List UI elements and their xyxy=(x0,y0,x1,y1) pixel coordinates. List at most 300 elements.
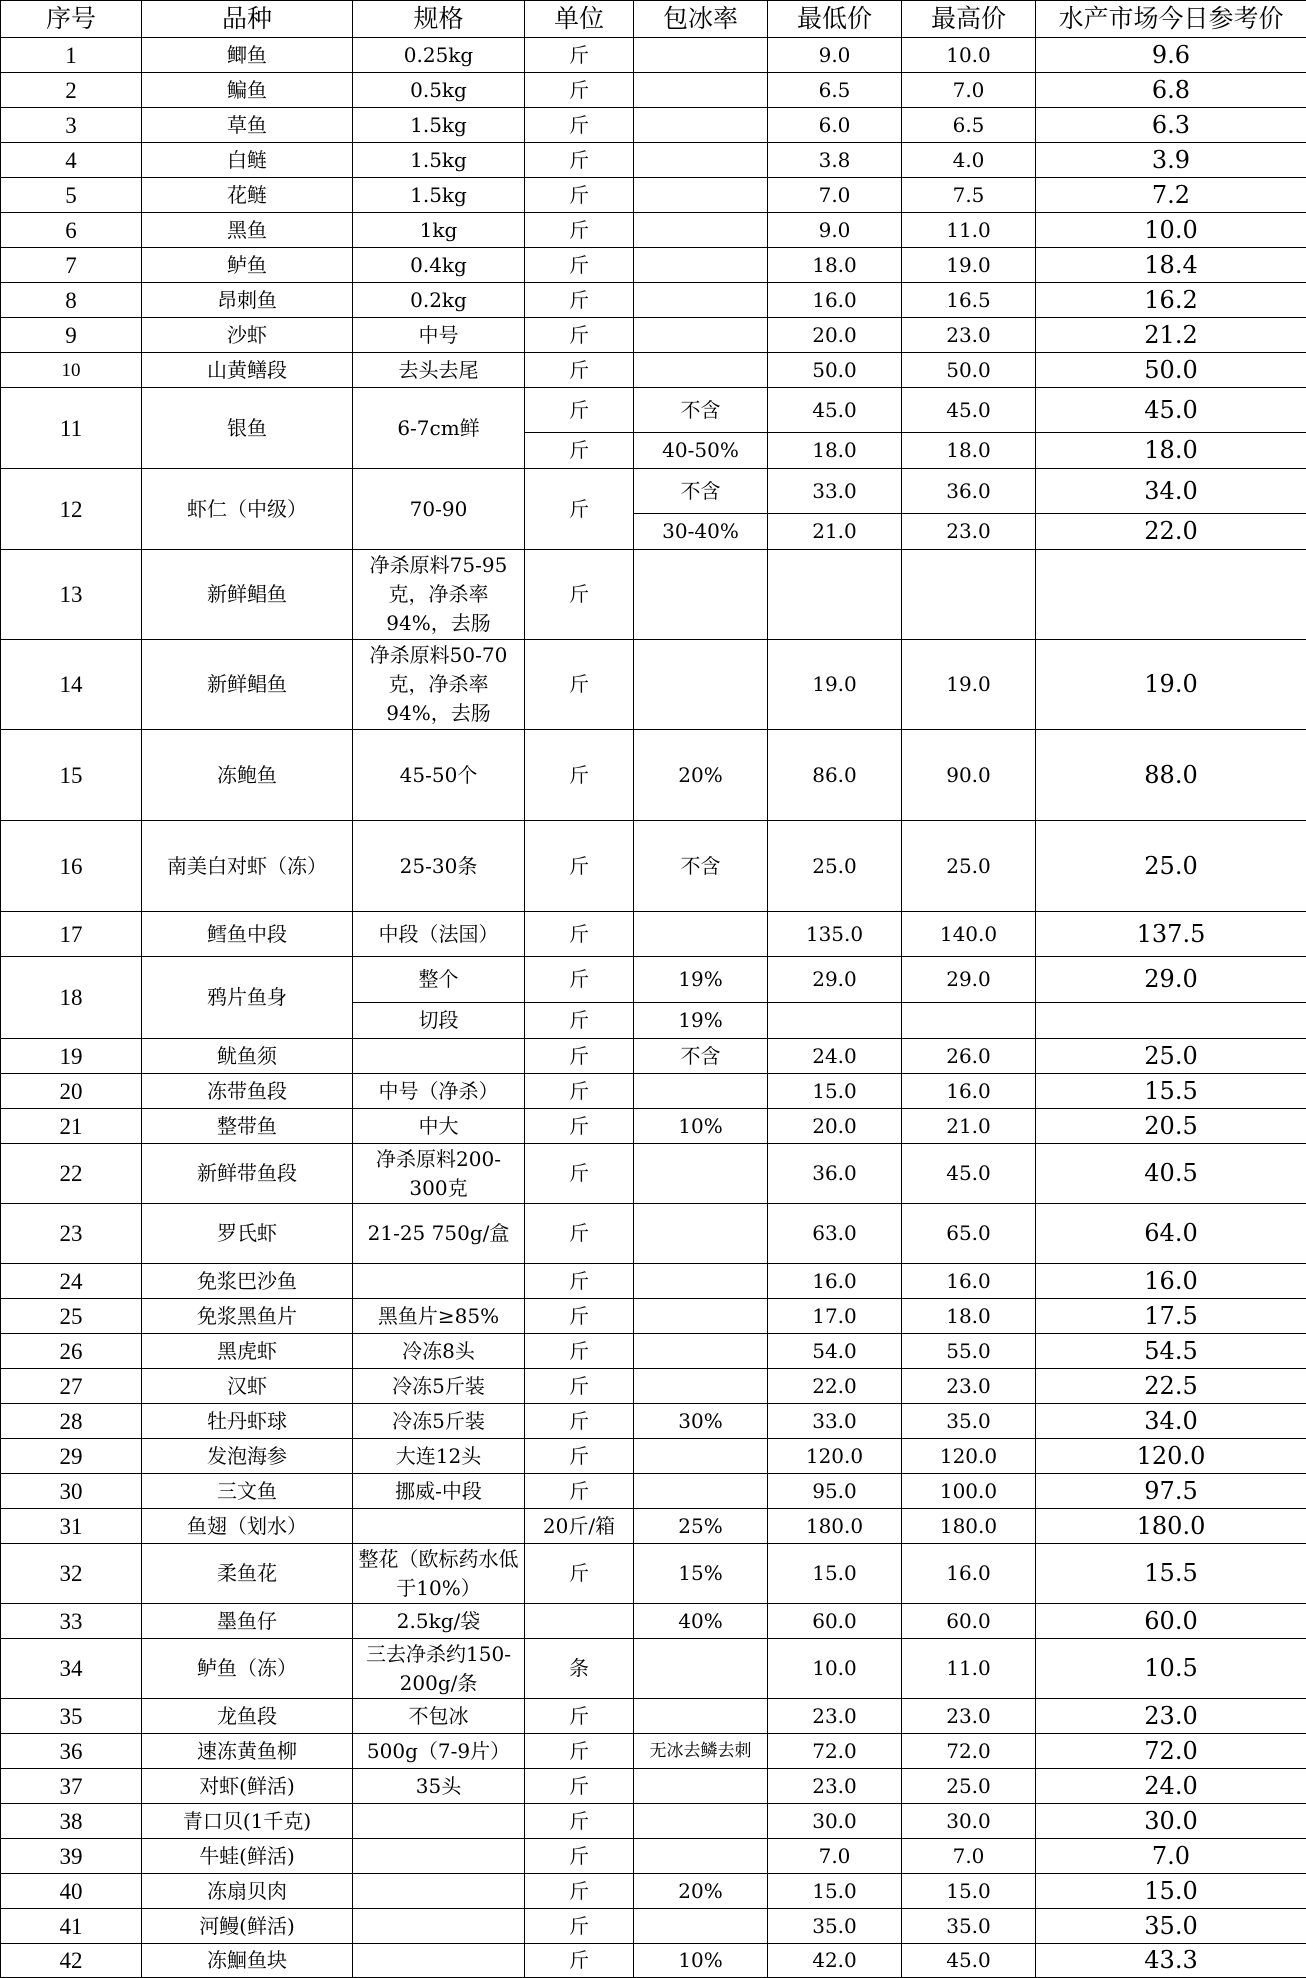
cell-variety: 草鱼 xyxy=(142,108,353,143)
cell-min-price: 45.0 xyxy=(768,388,902,433)
cell-ice-rate: 19% xyxy=(634,957,768,1003)
cell-ref-price: 43.3 xyxy=(1036,1944,1306,1978)
cell-spec: 净杀原料50-70克，净杀率94%，去肠 xyxy=(353,640,525,730)
cell-variety: 罗氏虾 xyxy=(142,1204,353,1264)
cell-ref-price: 3.9 xyxy=(1036,143,1306,178)
cell-variety: 鲈鱼（冻） xyxy=(142,1639,353,1699)
cell-ice-rate xyxy=(634,1369,768,1404)
cell-unit: 斤 xyxy=(525,1804,634,1839)
cell-variety: 牡丹虾球 xyxy=(142,1404,353,1439)
cell-no: 3 xyxy=(1,108,142,143)
cell-max-price: 60.0 xyxy=(902,1604,1036,1639)
cell-unit: 斤 xyxy=(525,73,634,108)
cell-spec xyxy=(353,1264,525,1299)
cell-spec: 整花（欧标药水低于10%） xyxy=(353,1544,525,1604)
cell-unit: 斤 xyxy=(525,1909,634,1944)
cell-ref-price: 34.0 xyxy=(1036,1404,1306,1439)
cell-no: 25 xyxy=(1,1299,142,1334)
cell-no: 2 xyxy=(1,73,142,108)
cell-ref-price: 180.0 xyxy=(1036,1509,1306,1544)
cell-variety: 昂刺鱼 xyxy=(142,283,353,318)
cell-ref-price: 120.0 xyxy=(1036,1439,1306,1474)
cell-no: 15 xyxy=(1,730,142,821)
cell-variety: 牛蛙(鲜活) xyxy=(142,1839,353,1874)
cell-variety: 鳊鱼 xyxy=(142,73,353,108)
cell-max-price: 45.0 xyxy=(902,1144,1036,1204)
cell-unit: 斤 xyxy=(525,1074,634,1109)
cell-spec: 切段 xyxy=(353,1003,525,1039)
cell-no: 40 xyxy=(1,1874,142,1909)
cell-unit: 斤 xyxy=(525,957,634,1003)
cell-unit: 斤 xyxy=(525,1299,634,1334)
header-variety: 品种 xyxy=(142,1,353,38)
table-row xyxy=(1,283,1306,318)
cell-max-price: 23.0 xyxy=(902,1699,1036,1734)
cell-max-price xyxy=(902,550,1036,640)
cell-spec: 冷冻5斤装 xyxy=(353,1404,525,1439)
cell-no: 35 xyxy=(1,1699,142,1734)
cell-ice-rate xyxy=(634,1639,768,1699)
cell-ice-rate xyxy=(634,178,768,213)
table-row xyxy=(1,821,1306,912)
cell-no: 6 xyxy=(1,213,142,248)
table-row xyxy=(1,1299,1306,1334)
cell-unit: 斤 xyxy=(525,912,634,957)
cell-unit: 斤 xyxy=(525,1003,634,1039)
cell-min-price: 42.0 xyxy=(768,1944,902,1978)
cell-ref-price: 137.5 xyxy=(1036,912,1306,957)
cell-min-price: 16.0 xyxy=(768,283,902,318)
cell-min-price: 6.0 xyxy=(768,108,902,143)
cell-max-price: 18.0 xyxy=(902,1299,1036,1334)
cell-spec: 25-30条 xyxy=(353,821,525,912)
cell-spec: 大连12头 xyxy=(353,1439,525,1474)
cell-variety: 青口贝(1千克) xyxy=(142,1804,353,1839)
cell-max-price: 7.0 xyxy=(902,73,1036,108)
cell-unit: 斤 xyxy=(525,353,634,388)
cell-max-price: 45.0 xyxy=(902,1944,1036,1978)
cell-unit: 斤 xyxy=(525,1109,634,1144)
cell-no: 5 xyxy=(1,178,142,213)
table-row xyxy=(1,143,1306,178)
table-row xyxy=(1,1074,1306,1109)
cell-ref-price: 40.5 xyxy=(1036,1144,1306,1204)
cell-min-price: 120.0 xyxy=(768,1439,902,1474)
cell-unit: 斤 xyxy=(525,1544,634,1604)
cell-max-price: 6.5 xyxy=(902,108,1036,143)
cell-max-price: 36.0 xyxy=(902,469,1036,514)
cell-spec xyxy=(353,1944,525,1978)
cell-ref-price: 10.5 xyxy=(1036,1639,1306,1699)
cell-spec xyxy=(353,1804,525,1839)
cell-ice-rate: 不含 xyxy=(634,1039,768,1074)
cell-ref-price: 45.0 xyxy=(1036,388,1306,433)
cell-ice-rate: 无冰去鳞去刺 xyxy=(634,1734,768,1769)
cell-unit: 斤 xyxy=(525,143,634,178)
cell-max-price: 7.5 xyxy=(902,178,1036,213)
cell-ice-rate xyxy=(634,213,768,248)
table-row xyxy=(1,1544,1306,1604)
cell-no: 20 xyxy=(1,1074,142,1109)
cell-unit: 斤 xyxy=(525,1699,634,1734)
cell-no: 28 xyxy=(1,1404,142,1439)
cell-unit: 斤 xyxy=(525,730,634,821)
cell-ice-rate xyxy=(634,1334,768,1369)
cell-unit xyxy=(525,1604,634,1639)
cell-spec: 1.5kg xyxy=(353,178,525,213)
cell-spec: 黑鱼片≥85% xyxy=(353,1299,525,1334)
table-row xyxy=(1,640,1306,730)
table-row xyxy=(1,550,1306,640)
cell-unit: 斤 xyxy=(525,1404,634,1439)
cell-spec: 21-25 750g/盒 xyxy=(353,1204,525,1264)
cell-spec: 2.5kg/袋 xyxy=(353,1604,525,1639)
cell-variety: 冻鮰鱼块 xyxy=(142,1944,353,1978)
cell-variety: 花鲢 xyxy=(142,178,353,213)
cell-spec: 三去净杀约150-200g/条 xyxy=(353,1639,525,1699)
table-row xyxy=(1,1404,1306,1439)
cell-max-price: 4.0 xyxy=(902,143,1036,178)
cell-ref-price: 22.0 xyxy=(1036,514,1306,550)
cell-spec: 70-90 xyxy=(353,469,525,550)
cell-spec: 35头 xyxy=(353,1769,525,1804)
cell-ice-rate: 30% xyxy=(634,1404,768,1439)
cell-max-price: 180.0 xyxy=(902,1509,1036,1544)
cell-min-price: 20.0 xyxy=(768,318,902,353)
cell-variety: 山黄鳝段 xyxy=(142,353,353,388)
cell-max-price: 23.0 xyxy=(902,1369,1036,1404)
cell-min-price: 19.0 xyxy=(768,640,902,730)
cell-ref-price: 15.5 xyxy=(1036,1544,1306,1604)
cell-spec: 0.4kg xyxy=(353,248,525,283)
cell-no: 4 xyxy=(1,143,142,178)
cell-max-price: 140.0 xyxy=(902,912,1036,957)
cell-ref-price: 54.5 xyxy=(1036,1334,1306,1369)
cell-ice-rate xyxy=(634,318,768,353)
table-row xyxy=(1,1144,1306,1204)
cell-spec: 0.25kg xyxy=(353,38,525,73)
cell-variety: 虾仁（中级） xyxy=(142,469,353,550)
cell-variety: 黑虎虾 xyxy=(142,1334,353,1369)
table-row xyxy=(1,108,1306,143)
cell-variety: 整带鱼 xyxy=(142,1109,353,1144)
cell-no: 12 xyxy=(1,469,142,550)
cell-ref-price: 7.0 xyxy=(1036,1839,1306,1874)
cell-variety: 免浆黑鱼片 xyxy=(142,1299,353,1334)
cell-min-price: 54.0 xyxy=(768,1334,902,1369)
cell-ref-price: 29.0 xyxy=(1036,957,1306,1003)
header-unit: 单位 xyxy=(525,1,634,38)
cell-unit: 斤 xyxy=(525,318,634,353)
cell-min-price: 135.0 xyxy=(768,912,902,957)
table-row xyxy=(1,1509,1306,1544)
cell-ref-price: 50.0 xyxy=(1036,353,1306,388)
cell-max-price: 23.0 xyxy=(902,318,1036,353)
cell-min-price: 20.0 xyxy=(768,1109,902,1144)
cell-unit: 斤 xyxy=(525,1204,634,1264)
cell-min-price: 18.0 xyxy=(768,433,902,469)
cell-spec: 挪威-中段 xyxy=(353,1474,525,1509)
cell-unit: 斤 xyxy=(525,1369,634,1404)
cell-min-price: 95.0 xyxy=(768,1474,902,1509)
cell-no: 42 xyxy=(1,1944,142,1978)
cell-ice-rate xyxy=(634,912,768,957)
cell-ref-price: 23.0 xyxy=(1036,1699,1306,1734)
cell-spec: 45-50个 xyxy=(353,730,525,821)
cell-no: 11 xyxy=(1,388,142,469)
cell-spec: 中号（净杀） xyxy=(353,1074,525,1109)
cell-no: 37 xyxy=(1,1769,142,1804)
cell-no: 26 xyxy=(1,1334,142,1369)
cell-max-price: 15.0 xyxy=(902,1874,1036,1909)
cell-variety: 鱿鱼须 xyxy=(142,1039,353,1074)
cell-min-price: 18.0 xyxy=(768,248,902,283)
cell-ref-price: 18.4 xyxy=(1036,248,1306,283)
table-row xyxy=(1,73,1306,108)
cell-variety: 新鲜鲳鱼 xyxy=(142,640,353,730)
cell-unit: 斤 xyxy=(525,283,634,318)
cell-variety: 冻扇贝肉 xyxy=(142,1874,353,1909)
cell-variety: 鸦片鱼身 xyxy=(142,957,353,1039)
cell-min-price: 36.0 xyxy=(768,1144,902,1204)
cell-no: 32 xyxy=(1,1544,142,1604)
cell-variety: 对虾(鲜活) xyxy=(142,1769,353,1804)
cell-ref-price: 16.2 xyxy=(1036,283,1306,318)
cell-spec xyxy=(353,1909,525,1944)
table-row xyxy=(1,957,1306,1003)
cell-max-price: 120.0 xyxy=(902,1439,1036,1474)
header-ice-rate: 包冰率 xyxy=(634,1,768,38)
cell-max-price: 16.5 xyxy=(902,283,1036,318)
cell-ice-rate: 40% xyxy=(634,1604,768,1639)
cell-unit: 斤 xyxy=(525,550,634,640)
cell-min-price: 15.0 xyxy=(768,1874,902,1909)
cell-spec: 中大 xyxy=(353,1109,525,1144)
cell-ref-price: 25.0 xyxy=(1036,821,1306,912)
table-row xyxy=(1,248,1306,283)
cell-unit: 斤 xyxy=(525,38,634,73)
cell-no: 41 xyxy=(1,1909,142,1944)
cell-no: 38 xyxy=(1,1804,142,1839)
cell-variety: 银鱼 xyxy=(142,388,353,469)
cell-min-price xyxy=(768,1003,902,1039)
cell-ref-price: 34.0 xyxy=(1036,469,1306,514)
cell-ref-price: 72.0 xyxy=(1036,1734,1306,1769)
table-row xyxy=(1,1039,1306,1074)
cell-ref-price xyxy=(1036,1003,1306,1039)
cell-max-price: 21.0 xyxy=(902,1109,1036,1144)
table-row xyxy=(1,1369,1306,1404)
table-row xyxy=(1,1839,1306,1874)
cell-min-price: 86.0 xyxy=(768,730,902,821)
table-row xyxy=(1,1944,1306,1978)
cell-variety: 冻带鱼段 xyxy=(142,1074,353,1109)
cell-unit: 条 xyxy=(525,1639,634,1699)
cell-min-price: 7.0 xyxy=(768,1839,902,1874)
cell-min-price: 3.8 xyxy=(768,143,902,178)
cell-variety: 鲈鱼 xyxy=(142,248,353,283)
cell-ice-rate: 19% xyxy=(634,1003,768,1039)
cell-spec: 6-7cm鲜 xyxy=(353,388,525,469)
table-row xyxy=(1,213,1306,248)
cell-ice-rate xyxy=(634,73,768,108)
cell-ice-rate xyxy=(634,1204,768,1264)
cell-min-price: 7.0 xyxy=(768,178,902,213)
cell-ice-rate xyxy=(634,1439,768,1474)
cell-ice-rate xyxy=(634,108,768,143)
cell-no: 18 xyxy=(1,957,142,1039)
cell-ref-price: 17.5 xyxy=(1036,1299,1306,1334)
cell-ref-price: 18.0 xyxy=(1036,433,1306,469)
cell-unit: 斤 xyxy=(525,1734,634,1769)
table-row xyxy=(1,353,1306,388)
cell-min-price: 21.0 xyxy=(768,514,902,550)
cell-min-price: 17.0 xyxy=(768,1299,902,1334)
cell-spec: 1.5kg xyxy=(353,108,525,143)
cell-unit: 斤 xyxy=(525,1944,634,1978)
cell-ice-rate xyxy=(634,1264,768,1299)
cell-no: 17 xyxy=(1,912,142,957)
header-ref-price: 水产市场今日参考价 xyxy=(1036,1,1306,38)
cell-ref-price: 64.0 xyxy=(1036,1204,1306,1264)
cell-max-price: 19.0 xyxy=(902,640,1036,730)
table-row xyxy=(1,1909,1306,1944)
cell-ref-price: 97.5 xyxy=(1036,1474,1306,1509)
cell-unit: 斤 xyxy=(525,1474,634,1509)
cell-min-price: 30.0 xyxy=(768,1804,902,1839)
cell-min-price: 33.0 xyxy=(768,1404,902,1439)
table-row xyxy=(1,730,1306,821)
table-row xyxy=(1,1439,1306,1474)
cell-variety: 新鲜带鱼段 xyxy=(142,1144,353,1204)
table-row xyxy=(1,469,1306,514)
cell-min-price: 29.0 xyxy=(768,957,902,1003)
header-no: 序号 xyxy=(1,1,142,38)
cell-ref-price: 88.0 xyxy=(1036,730,1306,821)
cell-ref-price: 30.0 xyxy=(1036,1804,1306,1839)
cell-ice-rate xyxy=(634,248,768,283)
cell-spec: 冷冻8头 xyxy=(353,1334,525,1369)
cell-unit: 斤 xyxy=(525,108,634,143)
cell-ice-rate xyxy=(634,143,768,178)
cell-min-price: 50.0 xyxy=(768,353,902,388)
cell-spec: 净杀原料200-300克 xyxy=(353,1144,525,1204)
cell-max-price: 18.0 xyxy=(902,433,1036,469)
cell-ice-rate xyxy=(634,1299,768,1334)
cell-max-price: 16.0 xyxy=(902,1544,1036,1604)
table-row xyxy=(1,1769,1306,1804)
cell-unit: 斤 xyxy=(525,1334,634,1369)
cell-max-price: 35.0 xyxy=(902,1404,1036,1439)
cell-spec: 0.2kg xyxy=(353,283,525,318)
cell-variety: 鳕鱼中段 xyxy=(142,912,353,957)
table-row xyxy=(1,388,1306,433)
cell-unit: 斤 xyxy=(525,213,634,248)
cell-ref-price: 24.0 xyxy=(1036,1769,1306,1804)
cell-variety: 发泡海参 xyxy=(142,1439,353,1474)
cell-ref-price: 10.0 xyxy=(1036,213,1306,248)
cell-no: 34 xyxy=(1,1639,142,1699)
cell-ice-rate: 20% xyxy=(634,1874,768,1909)
cell-variety: 冻鲍鱼 xyxy=(142,730,353,821)
cell-max-price: 7.0 xyxy=(902,1839,1036,1874)
cell-spec: 冷冻5斤装 xyxy=(353,1369,525,1404)
cell-max-price: 100.0 xyxy=(902,1474,1036,1509)
cell-spec xyxy=(353,1839,525,1874)
cell-ice-rate: 不含 xyxy=(634,469,768,514)
cell-ice-rate xyxy=(634,1144,768,1204)
cell-variety: 龙鱼段 xyxy=(142,1699,353,1734)
cell-max-price: 45.0 xyxy=(902,388,1036,433)
cell-min-price: 72.0 xyxy=(768,1734,902,1769)
table-row xyxy=(1,1604,1306,1639)
cell-ice-rate xyxy=(634,1074,768,1109)
cell-variety: 汉虾 xyxy=(142,1369,353,1404)
cell-ref-price: 60.0 xyxy=(1036,1604,1306,1639)
cell-min-price: 33.0 xyxy=(768,469,902,514)
cell-no: 39 xyxy=(1,1839,142,1874)
cell-max-price: 55.0 xyxy=(902,1334,1036,1369)
cell-max-price: 19.0 xyxy=(902,248,1036,283)
cell-variety: 新鲜鲳鱼 xyxy=(142,550,353,640)
cell-min-price: 60.0 xyxy=(768,1604,902,1639)
cell-ref-price: 19.0 xyxy=(1036,640,1306,730)
cell-ref-price: 15.5 xyxy=(1036,1074,1306,1109)
cell-unit: 斤 xyxy=(525,1439,634,1474)
cell-ice-rate: 40-50% xyxy=(634,433,768,469)
cell-variety: 墨鱼仔 xyxy=(142,1604,353,1639)
cell-ice-rate xyxy=(634,283,768,318)
cell-unit: 斤 xyxy=(525,1874,634,1909)
cell-max-price: 65.0 xyxy=(902,1204,1036,1264)
cell-ice-rate xyxy=(634,1839,768,1874)
cell-spec: 0.5kg xyxy=(353,73,525,108)
table-row xyxy=(1,1804,1306,1839)
cell-ref-price: 25.0 xyxy=(1036,1039,1306,1074)
cell-max-price: 25.0 xyxy=(902,821,1036,912)
cell-unit: 斤 xyxy=(525,248,634,283)
cell-variety: 沙虾 xyxy=(142,318,353,353)
cell-variety: 三文鱼 xyxy=(142,1474,353,1509)
table-row xyxy=(1,1874,1306,1909)
cell-no: 31 xyxy=(1,1509,142,1544)
cell-no: 10 xyxy=(1,353,142,388)
cell-max-price: 25.0 xyxy=(902,1769,1036,1804)
cell-ice-rate: 25% xyxy=(634,1509,768,1544)
cell-unit: 斤 xyxy=(525,1839,634,1874)
cell-max-price: 90.0 xyxy=(902,730,1036,821)
cell-ref-price: 35.0 xyxy=(1036,1909,1306,1944)
cell-no: 36 xyxy=(1,1734,142,1769)
cell-no: 29 xyxy=(1,1439,142,1474)
cell-max-price: 29.0 xyxy=(902,957,1036,1003)
cell-unit: 斤 xyxy=(525,469,634,550)
cell-spec: 净杀原料75-95克，净杀率94%，去肠 xyxy=(353,550,525,640)
header-row xyxy=(1,1,1306,38)
cell-ice-rate xyxy=(634,640,768,730)
cell-max-price: 16.0 xyxy=(902,1264,1036,1299)
cell-ice-rate xyxy=(634,550,768,640)
cell-max-price: 30.0 xyxy=(902,1804,1036,1839)
cell-no: 27 xyxy=(1,1369,142,1404)
cell-variety: 速冻黄鱼柳 xyxy=(142,1734,353,1769)
cell-min-price: 23.0 xyxy=(768,1769,902,1804)
cell-ref-price: 21.2 xyxy=(1036,318,1306,353)
table-row xyxy=(1,1264,1306,1299)
cell-min-price: 15.0 xyxy=(768,1544,902,1604)
cell-max-price: 11.0 xyxy=(902,213,1036,248)
cell-ice-rate: 20% xyxy=(634,730,768,821)
